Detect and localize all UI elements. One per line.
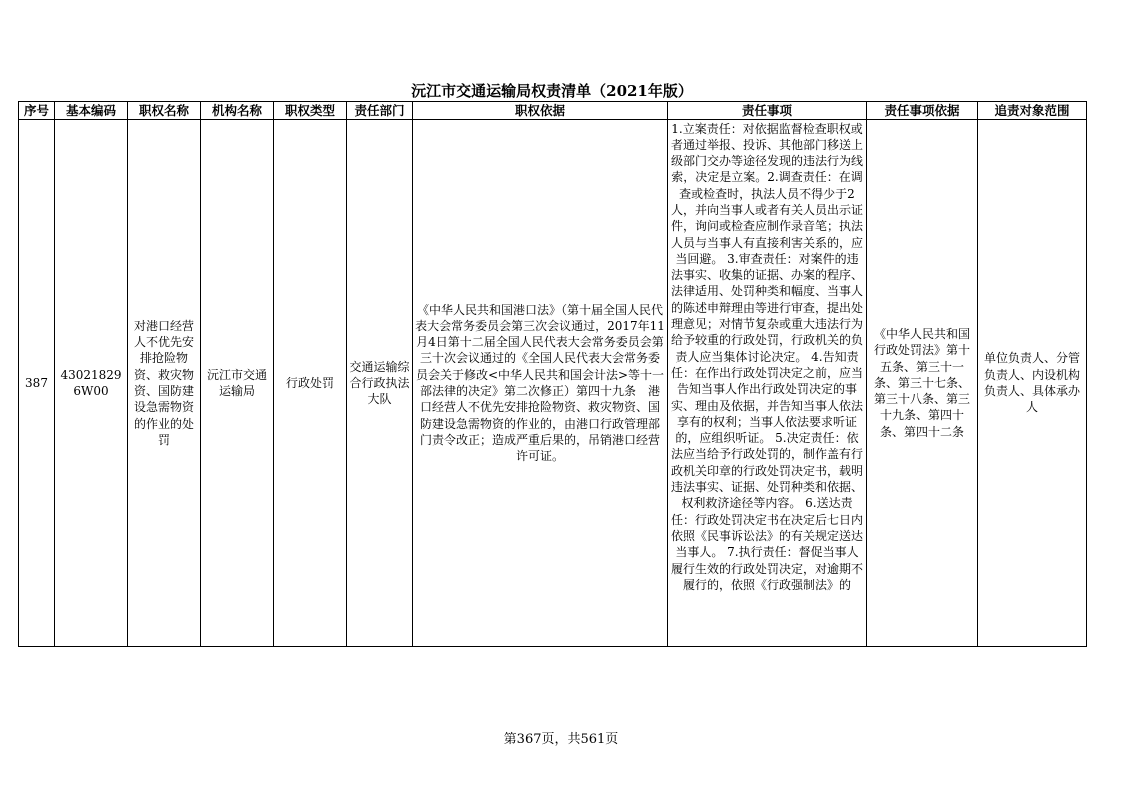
cell-duty-basis: 《中华人民共和国行政处罚法》第十五条、第三十一条、第三十七条、第三十八条、第三十九条、第四十条、第四十二条 [867,120,978,647]
table-row [19,120,1087,647]
cell-org-name: 沅江市交通运输局 [201,120,274,647]
cell-accountable-scope: 单位负责人、分管负责人、内设机构负责人、具体承办人 [978,120,1087,647]
header-power-name: 职权名称 [128,102,201,120]
power-responsibility-table [18,101,1087,647]
cell-power-name: 对港口经营人不优先安排抢险物资、救灾物资、国防建设急需物资的作业的处罚 [128,120,201,647]
header-seq: 序号 [19,102,55,120]
cell-duties [668,120,867,647]
header-duty-basis: 责任事项依据 [867,102,978,120]
header-power-type: 职权类型 [274,102,347,120]
header-legal-basis: 职权依据 [413,102,668,120]
cell-legal-basis: 《中华人民共和国港口法》（第十届全国人民代表大会常务委员会第三次会议通过，2017年11月4日第十二届全国人民代表大会常务委员会第三十次会议通过的《全国人民代表大会常务委员会关于修改<中华人民共和国会计法>等十一部法律的决定》第二次修正）第四十九条 港口经营人不优先安排抢险物资、救灾物资、国防建设急需物资的作业的，由港口行政管理部门责令改正；造成严重后果的，吊销港口经营许可证。 [413,120,668,647]
document-title: 沅江市交通运输局权责清单（2021年版） [411,82,693,100]
cell-code: 430218296W00 [55,120,128,647]
page-footer: 第367页，共561页 [503,732,619,747]
cell-responsible-dept: 交通运输综合行政执法大队 [347,120,413,647]
header-duties: 责任事项 [668,102,867,120]
header-responsible-dept: 责任部门 [347,102,413,120]
table-header-row [19,102,1087,120]
header-accountable-scope: 追责对象范围 [978,102,1087,120]
cell-seq: 387 [19,120,55,647]
header-code: 基本编码 [55,102,128,120]
duties-text: 1.立案责任：对依据监督检查职权或者通过举报、投诉、其他部门移送上级部门交办等途径发现的违法行为线索，决定是立案。2.调查责任：在调查或检查时，执法人员不得少于2人，并向当事人或者有关人员出示证件，询问或检查应制作录音笔；执法人员与当事人有直接利害关系的，应当回避。 3.审查责任：对案件的违法事实、收集的证据、办案的程序、法律适用、处罚种类和幅度、当事人的陈述申辩理由等进行审查，提出处理意见；对情节复杂或重大违法行为给予较重的行政处罚，行政机关的负责人应当集体讨论决定。 4.告知责任：在作出行政处罚决定之前，应当告知当事人作出行政处罚决定的事实、理由及依据，并告知当事人依法享有的权利；当事人依法要求听证的，应组织听证。 5.决定责任：依法应当给予行政处罚的，制作盖有行政机关印章的行政处罚决定书，载明违法事实、证据、处罚种类和依据、权利救济途径等内容。 6.送达责任：行政处罚决定书在决定后七日内依照《民事诉讼法》的有关规定送达当事人。 7.执行责任：督促当事人履行生效的行政处罚决定，对逾期不履行的，依照《行政强制法》的 [670,121,863,592]
header-org-name: 机构名称 [201,102,274,120]
cell-power-type: 行政处罚 [274,120,347,647]
